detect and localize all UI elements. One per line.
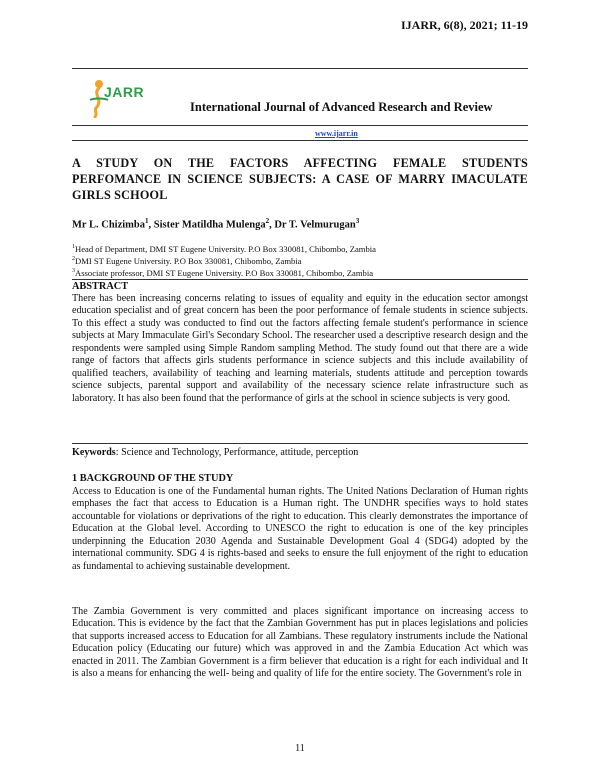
author-affiliation-mark: 3 [355, 217, 360, 225]
abstract-top-rule [72, 279, 528, 280]
abstract-bottom-rule [72, 443, 528, 444]
affiliation-line: $^2$DMI ST Eugene University. P.O Box 330081, Chibombo, Zambia [72, 255, 302, 266]
affiliation-line: $^3$Associate professor, DMI ST Eugene University. P.O Box 330081, Chibombo, Zambia [72, 267, 374, 278]
body-paragraph: The Zambia Government is very committed and places significant importance on increasing access to Education. This is evidence by the fact that the Zambian Government has put in places legislations and policies that supports increased access to Education for all Zambians. These regulatory instruments include the National Education policy (Educating our future) which was approved in and the Zambia Education Act which was enacted in 2011. The Zambian Government is a firm believer that education is a right for each individual and It is also a means for enhancing the well- being and quality of life for the entire society. The Government's role in [72, 606, 528, 680]
header-mid-rule [72, 125, 528, 126]
affiliation-line: $^1$Head of Department, DMI ST Eugene University. P.O Box 330081, Chibombo, Zambia [72, 243, 376, 254]
author-affiliation-mark: 2 [265, 217, 270, 225]
abstract-text: There has been increasing concerns relating to issues of equality and equity in the education sector amongst education specialist and of great concern has been the poor performance of female students in science subjects. To this effect a study was conducted to find out the factors affecting female student's performance in science subjects at Mary Immaculate Girl's Secondary School. The researcher used a descriptive research design and the respondents were sampled using Simple Random sampling Method. The study found out that there are a wide range of factors that affects girls students performance in science subjects and this include availability of qualified teachers, availability of teaching and learning materials, students attitude and perception towards science subjects, parental support and availability of the necessary science relate infrastructure such as laboratory. It has also been found that the performance of girls at the school in science subjects is very good. [72, 293, 528, 404]
section-heading: 1 BACKGROUND OF THE STUDY [72, 473, 234, 484]
page-number: 11 [295, 743, 305, 754]
abstract-heading: ABSTRACT [72, 281, 129, 292]
keywords-line [72, 447, 358, 458]
header-top-rule [72, 68, 528, 69]
author-name: Dr T. Velmurugan [274, 219, 356, 231]
journal-citation: IJARR, 6(8), 2021; 11-19 [401, 18, 528, 32]
journal-url-link[interactable]: www.ijarr.in [315, 129, 358, 138]
journal-logo [86, 78, 156, 118]
paper-title: A STUDY ON THE FACTORS AFFECTING FEMALE STUDENTS PERFOMANCE IN SCIENCE SUBJECTS: A CASE OF MARRY IMACULATE GIRLS SCHOOL [72, 156, 528, 202]
body-paragraph: Access to Education is one of the Fundamental human rights. The United Nations Declaration of Human rights emphases the fact that access to Education is a Human right. The UNDHR specifies ways to hold states accountable for violations or deprivations of the right to education. This clearly demonstrates the importance of Education at the Global level. According to UNESCO the right to education is one of the key principles underpinning the Education 2030 Agenda and Sustainable Development Goal 4 (SDG4) adopted by the international community. SDG 4 is rights-based and seeks to ensure the full enjoyment of the right to education as fundamental to achieving sustainable development. [72, 486, 528, 572]
keywords-text: : Science and Technology, Performance, attitude, perception [115, 447, 359, 458]
author-name: Sister Matildha Mulenga [153, 219, 266, 231]
logo-text: JARR [104, 84, 145, 100]
keywords-label: Keywords [72, 447, 116, 458]
author-name: Mr L. Chizimba [72, 219, 146, 231]
author-affiliation-mark: 1 [145, 217, 149, 225]
journal-name: International Journal of Advanced Research and Review [190, 100, 493, 114]
author-list: Mr L. Chizimba$^1$, Sister Matildha Mulenga$^2$, Dr T. Velmurugan$^3$ [72, 217, 360, 231]
header-bottom-rule [72, 140, 528, 141]
